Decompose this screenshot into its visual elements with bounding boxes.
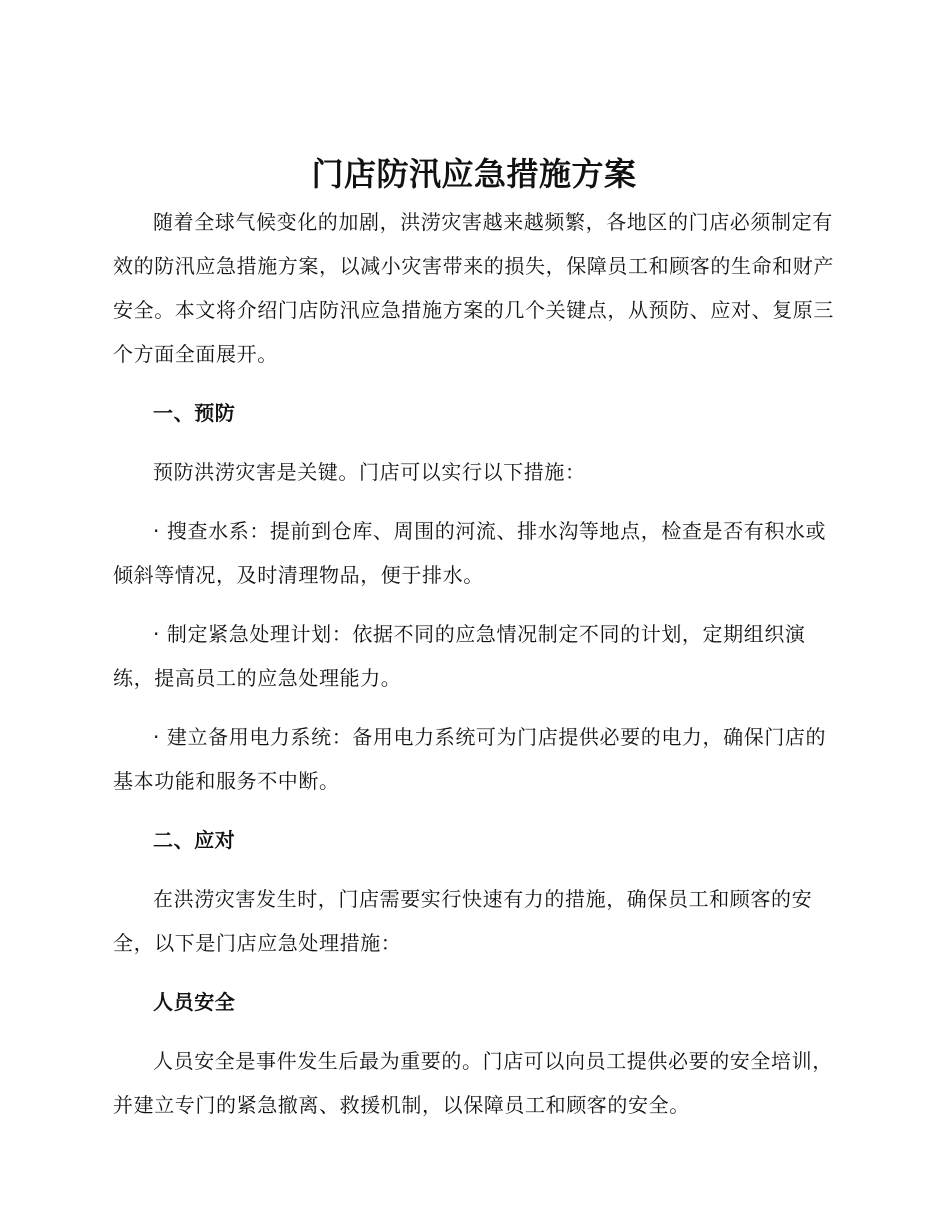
document-body	[113, 148, 835, 1127]
document-title: 门店防汛应急措施方案	[311, 155, 637, 193]
prevention-lead-paragraph: 预防洪涝灾害是关键。门店可以实行以下措施：	[153, 460, 586, 484]
personnel-safety-paragraph: 人员安全是事件发生后最为重要的。门店可以向员工提供必要的安全培训，并建立专门的紧急撤离、救援机制，以保障员工和顾客的安全。	[113, 1049, 833, 1117]
response-lead-paragraph: 在洪涝灾害发生时，门店需要实行快速有力的措施，确保员工和顾客的安全，以下是门店应急处理措施：	[113, 887, 813, 955]
subheading-personnel-safety: 人员安全	[153, 990, 236, 1014]
section-heading-prevention: 一、预防	[153, 401, 236, 425]
bullet-item-backup-power: · 建立备用电力系统：备用电力系统可为门店提供必要的电力，确保门店的基本功能和服务不中断。	[113, 725, 827, 793]
bullet-item-emergency-plan: · 制定紧急处理计划：依据不同的应急情况制定不同的计划，定期组织演练，提高员工的应急处理能力。	[113, 622, 806, 690]
section-heading-response: 二、应对	[153, 828, 236, 852]
bullet-item-water-check: · 搜查水系：提前到仓库、周围的河流、排水沟等地点，检查是否有积水或倾斜等情况，及时清理物品，便于排水。	[113, 519, 827, 587]
intro-paragraph: 随着全球气候变化的加剧，洪涝灾害越来越频繁，各地区的门店必须制定有效的防汛应急措施方案，以减小灾害带来的损失，保障员工和顾客的生命和财产安全。本文将介绍门店防汛应急措施方案的几个关键点，从预防、应对、复原三个方面全面展开。	[113, 210, 834, 366]
